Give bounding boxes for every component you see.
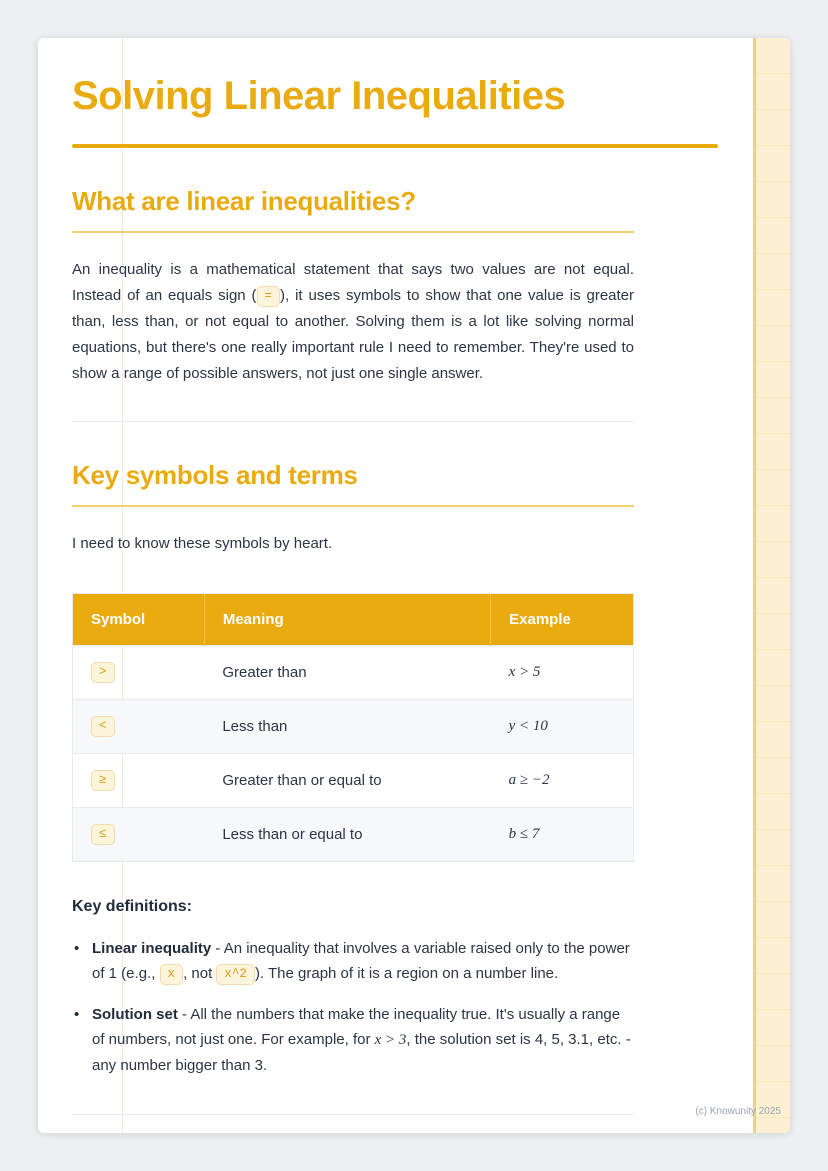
table-row [73, 808, 634, 862]
bullet1-text-2: , not [183, 965, 217, 982]
column-header-symbol: Symbol [73, 594, 205, 646]
term-solution-set: Solution set [92, 1006, 178, 1023]
section-rule [72, 231, 634, 233]
page-content [72, 38, 718, 1115]
table-row [73, 646, 634, 700]
meaning-cell: Less than [204, 700, 490, 754]
column-header-example: Example [491, 594, 634, 646]
symbol-pill-lte: ≤ [91, 824, 115, 845]
meaning-cell: Less than or equal to [204, 808, 490, 862]
bullet1-text-1: - An inequality that involves a variable raised only to the power of 1 (e.g., [92, 940, 630, 982]
code-pill-x: x [160, 964, 184, 985]
column-header-meaning: Meaning [204, 594, 490, 646]
document-page [38, 38, 790, 1133]
section-heading-key-symbols: Key symbols and terms [72, 460, 358, 490]
key-definitions-title: Key definitions: [72, 898, 193, 915]
symbol-pill-lt: < [91, 716, 115, 737]
body-column [72, 186, 634, 1115]
section-heading-what-are: What are linear inequalities? [72, 186, 416, 216]
bullet2-text-1: - All the numbers that make the inequality true. It's usually a range of numbers, not just one. For example, for [92, 1006, 621, 1048]
intro-paragraph [72, 257, 634, 387]
table-row [73, 700, 634, 754]
meaning-cell: Greater than or equal to [204, 754, 490, 808]
bullet1-text-3: ). The graph of it is a region on a number line. [254, 965, 559, 982]
example-cell: a ≥ −2 [491, 754, 634, 808]
table-header-row [73, 594, 634, 646]
code-pill-x-squared: x^2 [216, 964, 255, 985]
definitions-list [72, 936, 634, 1078]
table-row [73, 754, 634, 808]
section-rule [72, 505, 634, 507]
math-x-gt-3: x > 3 [374, 1032, 407, 1048]
symbol-pill-gte: ≥ [91, 770, 115, 791]
meaning-cell: Greater than [204, 646, 490, 700]
example-cell: y < 10 [491, 700, 634, 754]
symbol-pill-gt: > [91, 662, 115, 683]
example-cell: x > 5 [491, 646, 634, 700]
copyright-credit: (c) Knowunity 2025 [695, 1106, 781, 1117]
page-title: Solving Linear Inequalities [72, 74, 566, 118]
list-item-linear-inequality [72, 936, 634, 986]
intro-text-2: ), it uses symbols to show that one value is greater than, less than, or not equal to another. Solving them is a lot like solving normal equations, but there's one really important rule I need to remember. They're used to show a range of possible answers, not just one single answer. [72, 287, 635, 382]
title-rule [72, 144, 718, 148]
symbols-intro-text: I need to know these symbols by heart. [72, 535, 333, 552]
term-linear-inequality: Linear inequality [92, 940, 212, 957]
intro-text-1: An inequality is a mathematical statement that says two values are not equal. Instead of an equals sign ( [72, 261, 634, 304]
bullet2-text-2: , the solution set is 4, 5, 3.1, etc. - any number bigger than 3. [92, 1031, 631, 1074]
notebook-edge-stripe [753, 38, 790, 1133]
bottom-divider [72, 1114, 634, 1115]
section-divider [72, 421, 634, 422]
equals-sign-pill: = [257, 286, 281, 307]
symbols-table [72, 593, 634, 862]
list-item-solution-set [72, 1002, 634, 1078]
example-cell: b ≤ 7 [491, 808, 634, 862]
